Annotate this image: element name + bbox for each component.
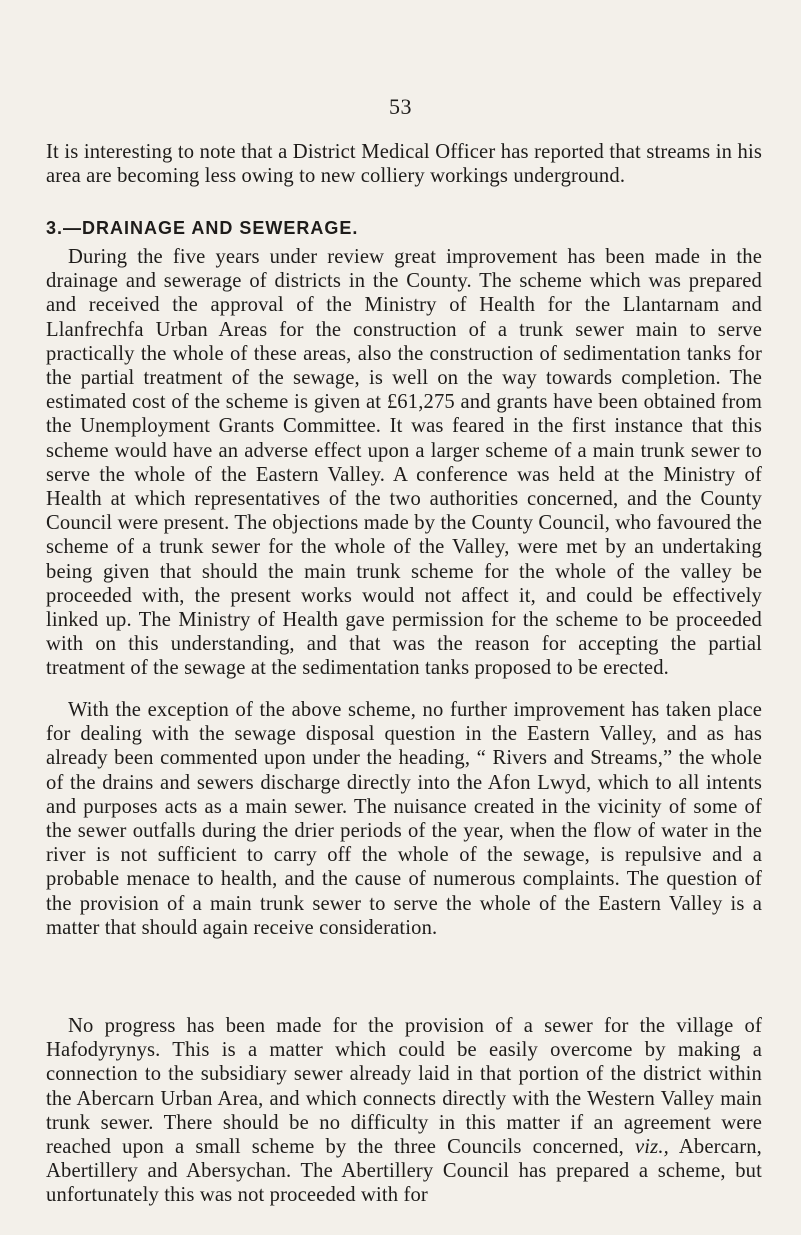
paragraph-drainage-scheme: During the five years under review great improvement has been made in the drainage and sewerage of districts in the County. The scheme which was prepared and received the approval of the Ministry of Health for the Llantarnam and Llanfrechfa Urban Areas for the construction of a trunk sewer main to serve practically the whole of these areas, also the construction of sedimentation tanks for the partial treatment of the sewage, is well on the way towards completion. The estimated cost of the scheme is given at £61,275 and grants have been obtained from the Unemployment Grants Committee. It was feared in the first instance that this scheme would have an adverse effect upon a larger scheme of a main trunk sewer to serve the whole of the Eastern Valley. A conference was held at the Ministry of Health at which representatives of the two authorities concerned, and the County Council were present. The objections made by the County Council, who favoured the scheme of a trunk sewer for the whole of the Valley, were met by an undertaking being given that should the main trunk scheme for the whole of the valley be proceeded with, the present works would not affect it, and could be effectively linked up. The Ministry of Health gave permission for the scheme to be proceeded with on this understanding, and that was the reason for accepting the partial treatment of the sewage at the sedimentation tanks proposed to be erected.: [46, 246, 762, 680]
viz-abbreviation: viz.,: [635, 1136, 669, 1159]
paragraph-hafodyrynys: [46, 1014, 762, 1208]
paragraph-hafodyrynys-text: No progress has been made for the provision of a sewer for the village of Hafodyrynys. This is a matter which could be easily overcome by making a connection to the subsidiary sewer already laid in that portion of the district within the Abercarn Urban Area, and which connects directly with the Western Valley main trunk sewer. There should be no difficulty in this matter if an agreement were reached upon a small scheme by the three Councils concerned,: [46, 1015, 762, 1159]
paragraph-hafodyrynys-continued: Abercarn, Abertillery and Abersychan. The Abertillery Council has prepared a scheme, but unfortunately this was not proceeded with for: [46, 1136, 762, 1207]
section-title: DRAINAGE AND SEWERAGE.: [82, 218, 359, 238]
paragraph-eastern-valley: With the exception of the above scheme, no further improvement has taken place for dealing with the sewage disposal question in the Eastern Valley, and as has already been commented upon under the heading, “ Rivers and Streams,” the whole of the drains and sewers discharge directly into the Afon Lwyd, which to all intents and purposes acts as a main sewer. The nuisance created in the vicinity of some of the sewer outfalls during the drier periods of the year, when the flow of water in the river is not sufficient to carry off the whole of the sewage, is repulsive and a probable menace to health, and the cause of numerous complaints. The question of the provision of a main trunk sewer to serve the whole of the Eastern Valley is a matter that should again receive consideration.: [46, 699, 762, 939]
section-number: 3.—: [46, 218, 83, 238]
section-heading: [46, 218, 358, 239]
page-number: 53: [389, 94, 412, 119]
intro-paragraph: It is interesting to note that a District Medical Officer has reported that streams in his area are becoming less owing to new colliery workings underground.: [46, 141, 762, 188]
